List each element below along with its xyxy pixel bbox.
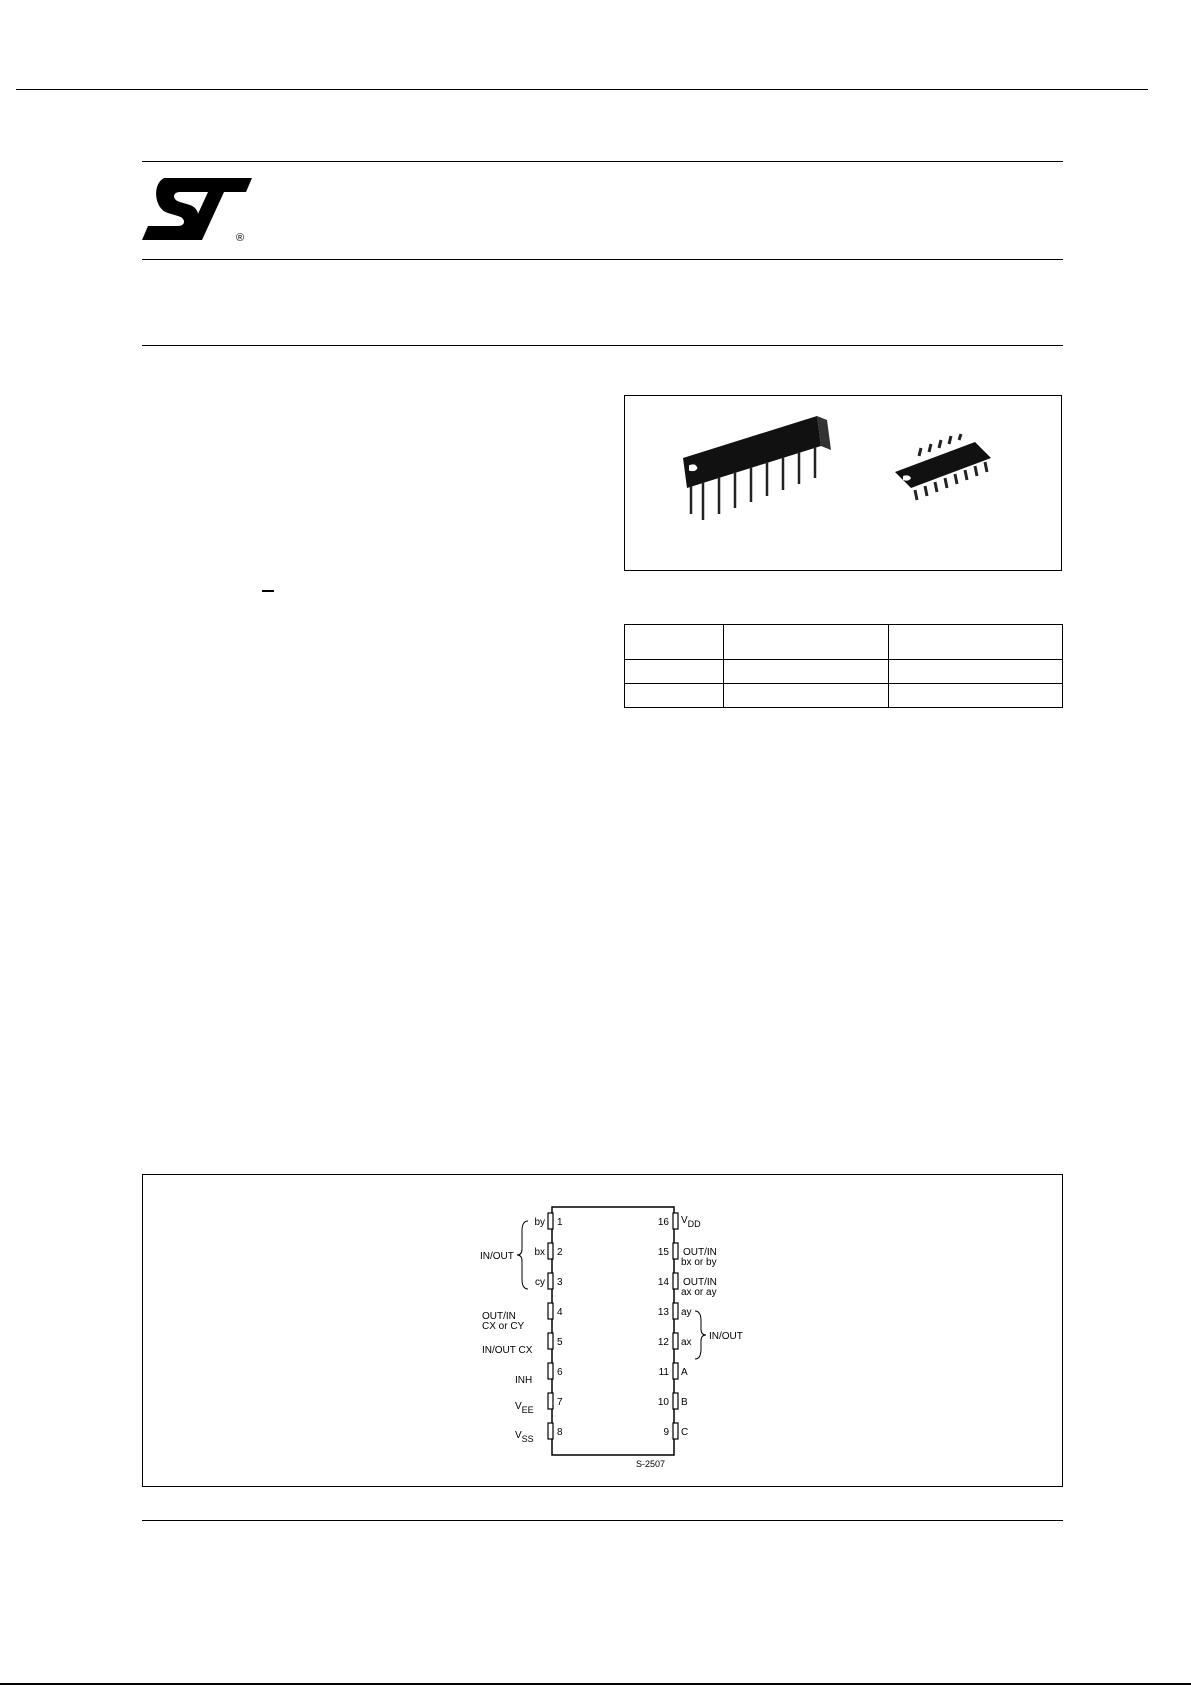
right-group-bracket: [695, 1311, 706, 1359]
right-pin-name: A: [681, 1367, 688, 1378]
registered-mark: ®: [236, 232, 245, 244]
right-pin-number: 12: [657, 1337, 669, 1348]
out-in-cx-label-1: OUT/IN: [482, 1311, 516, 1322]
dip16-package-image: [681, 410, 861, 530]
table-cell: [889, 625, 1063, 660]
table-cell: [625, 660, 724, 684]
title-rule: [142, 345, 1063, 346]
package-image-box: [624, 395, 1062, 571]
left-pin-1: [548, 1213, 553, 1229]
right-pin-14: [673, 1273, 678, 1289]
left-pin-5: [548, 1333, 553, 1349]
right-pin-number: 11: [658, 1367, 669, 1378]
left-pin-6: [548, 1363, 553, 1379]
left-pin-3: [548, 1273, 553, 1289]
out-in-b-label-1: OUT/IN: [683, 1247, 717, 1258]
right-pin-name: ax: [681, 1337, 692, 1348]
right-pin-name: B: [681, 1397, 688, 1408]
in-out-cx-label: IN/OUT CX: [482, 1345, 533, 1356]
left-pin-number: 6: [557, 1367, 563, 1378]
pin-connection-diagram: [143, 1175, 1064, 1488]
chip-code-label: S-2507: [636, 1459, 666, 1469]
overbar-mark: [262, 590, 274, 592]
in-out-left-label: IN/OUT: [480, 1251, 514, 1262]
right-pin-12: [673, 1333, 678, 1349]
left-pin-4: [548, 1303, 553, 1319]
right-pin-number: 16: [657, 1217, 669, 1228]
right-pin-number: 10: [657, 1397, 669, 1408]
table-row: [625, 625, 1063, 660]
right-pin-11: [673, 1363, 678, 1379]
left-pin-number: 3: [557, 1277, 563, 1288]
left-pin-name: by: [534, 1217, 545, 1228]
left-pin-number: 2: [557, 1247, 563, 1258]
in-out-right-label: IN/OUT: [709, 1331, 743, 1342]
out-in-a-label-2: ax or ay: [681, 1287, 717, 1298]
table-row: [625, 660, 1063, 684]
left-pin-2: [548, 1243, 553, 1259]
footer-rule: [142, 1520, 1063, 1521]
left-pin-name: bx: [534, 1247, 545, 1258]
right-pin-13: [673, 1303, 678, 1319]
out-in-cx-label-2: CX or CY: [482, 1321, 525, 1332]
right-pin-10: [673, 1393, 678, 1409]
right-pin-number: 15: [657, 1247, 669, 1258]
inh-label: INH: [515, 1375, 533, 1386]
table-cell: [625, 625, 724, 660]
table-cell: [724, 625, 889, 660]
so16-package-image: [891, 432, 1001, 512]
right-pin-15: [673, 1243, 678, 1259]
table-cell: [889, 684, 1063, 708]
left-pin-number: 7: [557, 1397, 563, 1408]
header-rule-bottom: [142, 259, 1063, 260]
page-top-rule: [16, 89, 1148, 90]
right-pin-number: 13: [657, 1307, 669, 1318]
order-codes-table: [624, 624, 1063, 708]
table-cell: [889, 660, 1063, 684]
left-pin-7: [548, 1393, 553, 1409]
right-pin-name: C: [681, 1427, 689, 1438]
vee-label: VEE: [515, 1401, 534, 1415]
right-pin-number: 14: [657, 1277, 669, 1288]
right-pin-name: ay: [681, 1307, 692, 1318]
table-cell: [724, 660, 889, 684]
right-pin-number: 9: [663, 1427, 669, 1438]
table-cell: [625, 684, 724, 708]
out-in-a-label-1: OUT/IN: [683, 1277, 717, 1288]
left-group-bracket: [517, 1221, 528, 1289]
header-rule-top: [142, 161, 1063, 162]
table-row: [625, 684, 1063, 708]
chip-body: [552, 1207, 674, 1455]
right-pin-9: [673, 1423, 678, 1439]
vdd-label: VDD: [681, 1215, 701, 1229]
left-pin-number: 5: [557, 1337, 563, 1348]
pin-connection-box: [142, 1174, 1063, 1487]
out-in-b-label-2: bx or by: [681, 1257, 717, 1268]
table-cell: [724, 684, 889, 708]
left-pin-number: 4: [557, 1307, 563, 1318]
left-pin-number: 8: [557, 1427, 563, 1438]
left-pin-number: 1: [557, 1217, 563, 1228]
vss-label: VSS: [515, 1430, 534, 1444]
left-pin-name: cy: [535, 1277, 545, 1288]
left-pin-8: [548, 1423, 553, 1439]
right-pin-16: [673, 1213, 678, 1229]
